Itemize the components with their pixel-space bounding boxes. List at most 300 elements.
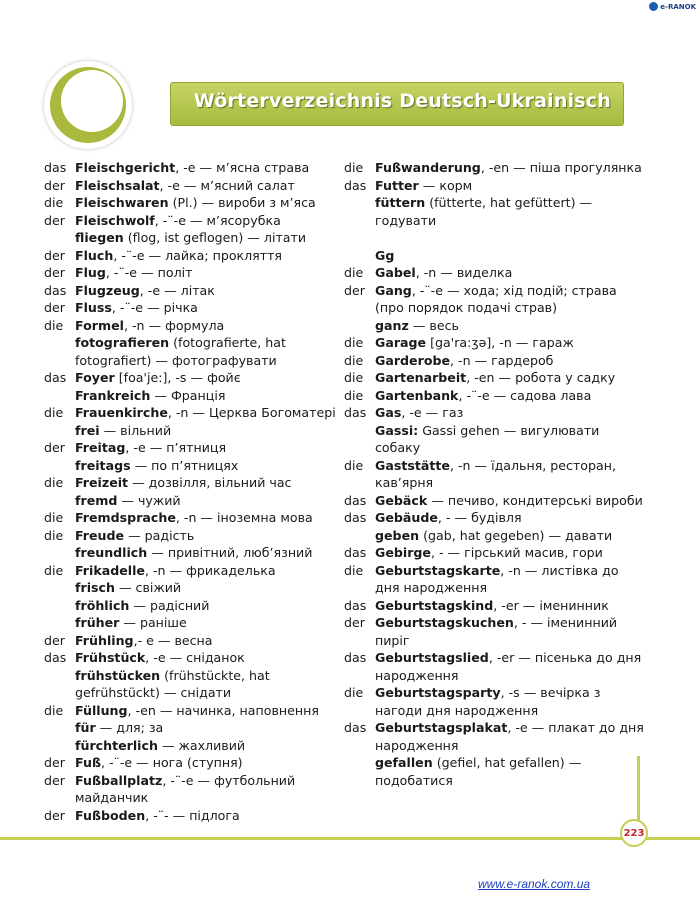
- dictionary-entry: [344, 352, 644, 370]
- dictionary-entry: [44, 422, 344, 440]
- dictionary-entry: [44, 229, 344, 247]
- entry-headword: Füllung: [75, 702, 128, 718]
- entry-article: der: [44, 177, 65, 193]
- entry-definition: [375, 422, 644, 457]
- entry-article: das: [344, 650, 367, 665]
- entry-article: das: [344, 405, 367, 420]
- entry-definition: [75, 737, 344, 755]
- dictionary-entry: [44, 212, 344, 230]
- dictionary-entry: [44, 439, 344, 457]
- entry-article: der: [44, 772, 65, 788]
- dictionary-entry: [344, 317, 644, 335]
- page-title: Wörterverzeichnis Deutsch-Ukrainisch: [193, 90, 611, 112]
- header-band: [170, 82, 624, 126]
- entry-definition: [75, 474, 344, 492]
- entry-translation: , -e — п’ятниця: [125, 440, 227, 455]
- entry-article: die: [44, 702, 64, 718]
- entry-headword: Garderobe: [375, 352, 451, 368]
- entry-article: [44, 544, 75, 562]
- entry-article: der: [44, 440, 65, 455]
- entry-headword: Gabel: [375, 265, 416, 280]
- entry-article: das: [344, 720, 367, 735]
- entry-headword: Geburtstagskind: [375, 597, 494, 613]
- entry-headword: Gaststätte: [375, 457, 450, 473]
- entry-article: die: [44, 562, 64, 578]
- entry-translation: , -¨-e — річка: [111, 300, 198, 315]
- entry-definition: [375, 597, 644, 615]
- entry-definition: [375, 387, 644, 405]
- entry-translation: , -en — піша прогулянка: [480, 160, 642, 175]
- entry-translation: , -¨-e — м’ясорубка: [154, 212, 281, 228]
- entry-translation: (gefiel, hat gefallen) — подобатися: [375, 755, 582, 788]
- entry-translation: , - — гірський масив, гори: [430, 545, 603, 560]
- entry-article: die: [44, 317, 64, 333]
- dictionary-entry: [44, 562, 344, 580]
- entry-translation: , -er — іменинник: [493, 597, 609, 613]
- entry-definition: [375, 264, 644, 282]
- entry-article: [44, 614, 75, 632]
- entry-definition: [75, 632, 344, 650]
- entry-translation: — радісний: [129, 597, 210, 613]
- entry-headword: fröhlich: [75, 597, 130, 613]
- entry-headword: Gartenbank: [375, 387, 459, 403]
- entry-article: [44, 667, 75, 702]
- dictionary-entry: [344, 527, 644, 545]
- entry-translation: , - — іменинний пиріг: [375, 615, 618, 648]
- entry-article: das: [344, 492, 367, 508]
- entry-article: [44, 457, 75, 475]
- entry-headword: frisch: [75, 580, 115, 595]
- entry-article: [344, 194, 375, 229]
- entry-headword: geben: [375, 527, 420, 543]
- entry-definition: [75, 579, 344, 597]
- dictionary-entry: [44, 597, 344, 615]
- entry-article: die: [344, 335, 364, 350]
- entry-article: der: [44, 212, 65, 228]
- entry-headword: gefallen: [375, 755, 433, 770]
- entry-headword: ganz: [375, 317, 409, 333]
- dictionary-entry: [344, 422, 644, 457]
- entry-article: die: [44, 475, 64, 490]
- dictionary-entry: [344, 457, 644, 492]
- entry-translation: [ga'ra:ʒə], -n — гараж: [426, 335, 574, 350]
- dictionary-entry: [44, 317, 344, 335]
- entry-translation: — радість: [124, 527, 195, 543]
- entry-definition: [75, 492, 344, 510]
- entry-article: die: [344, 387, 364, 403]
- entry-definition: [375, 509, 644, 527]
- entry-definition: [75, 159, 344, 177]
- entry-translation: , -n — формула: [123, 317, 225, 333]
- entry-definition: [75, 807, 344, 825]
- entry-definition: [375, 334, 644, 352]
- entry-headword: Futter: [375, 177, 419, 193]
- entry-headword: freitags: [75, 457, 131, 473]
- entry-translation: , -er — пісенька до дня народження: [375, 650, 642, 683]
- dictionary-entry: [44, 632, 344, 650]
- entry-definition: [375, 404, 644, 422]
- dictionary-entry: [344, 649, 644, 684]
- entry-article: die: [344, 352, 364, 368]
- entry-article: die: [344, 457, 364, 473]
- dictionary-entry: [44, 719, 344, 737]
- right-column-bottom: [344, 264, 644, 789]
- entry-definition: [75, 194, 344, 212]
- dictionary-entry: [44, 404, 344, 422]
- entry-translation: — корм: [418, 177, 473, 193]
- dictionary-entry: [344, 282, 644, 317]
- entry-translation: — вільний: [99, 422, 172, 438]
- entry-article: die: [344, 562, 364, 578]
- entry-translation: , -¨-e — лайка; прокляття: [113, 247, 283, 263]
- entry-definition: [75, 614, 344, 632]
- dictionary-entry: [344, 177, 644, 195]
- entry-article: [344, 317, 375, 335]
- entry-translation: , -en — робота у садку: [466, 370, 616, 385]
- entry-article: die: [344, 685, 364, 700]
- entry-definition: [375, 159, 644, 177]
- entry-headword: Freitag: [75, 440, 126, 455]
- entry-article: das: [44, 650, 67, 665]
- entry-article: das: [44, 160, 67, 175]
- entry-article: der: [44, 755, 65, 770]
- dictionary-entry: [44, 177, 344, 195]
- entry-headword: frei: [75, 422, 100, 438]
- entry-definition: [75, 299, 344, 317]
- entry-translation: Gassi gehen — вигулювати собаку: [375, 422, 600, 455]
- entry-definition: [375, 649, 644, 684]
- entry-translation: , -n — фрикаделька: [144, 562, 276, 578]
- entry-translation: , -n — виделка: [415, 265, 513, 280]
- logo-text: e-RANOK: [660, 2, 696, 11]
- entry-article: [344, 754, 375, 789]
- entry-definition: [75, 562, 344, 580]
- entry-translation: , -n — іноземна мова: [175, 510, 313, 525]
- entry-definition: [75, 667, 344, 702]
- entry-translation: — для; за: [95, 720, 164, 735]
- entry-translation: , -e — літак: [139, 282, 215, 298]
- entry-headword: Frikadelle: [75, 562, 145, 578]
- entry-definition: [75, 317, 344, 335]
- entry-definition: [375, 282, 644, 317]
- left-column: [44, 159, 344, 824]
- publisher-logo: [649, 2, 696, 11]
- entry-translation: , - — будівля: [437, 510, 522, 525]
- dictionary-entry: [44, 492, 344, 510]
- entry-translation: , -s — вечірка з нагоди дня народження: [375, 685, 601, 718]
- entry-translation: — по п’ятницях: [130, 457, 239, 473]
- logo-icon: [649, 2, 658, 11]
- dictionary-entry: [344, 264, 644, 282]
- entry-headword: Fleischwolf: [75, 212, 155, 228]
- entry-translation: — Франція: [150, 387, 226, 403]
- entry-headword: Fuß: [75, 755, 101, 770]
- entry-definition: [75, 772, 344, 807]
- dictionary-entry: [344, 509, 644, 527]
- entry-definition: [375, 492, 644, 510]
- dictionary-entry: [344, 544, 644, 562]
- entry-article: die: [344, 160, 364, 175]
- dictionary-entry: [44, 649, 344, 667]
- page-number: 223: [620, 819, 648, 847]
- dictionary-entry: [44, 334, 344, 369]
- entry-headword: Gebirge: [375, 545, 431, 560]
- entry-translation: , -e — сніданок: [145, 650, 245, 665]
- entry-headword: Geburtstagskarte: [375, 562, 501, 578]
- entry-definition: [75, 649, 344, 667]
- entry-headword: Geburtstagslied: [375, 650, 489, 665]
- dictionary-entry: [44, 527, 344, 545]
- dictionary-entry: [44, 737, 344, 755]
- dictionary-entry: [44, 579, 344, 597]
- entry-definition: [375, 177, 644, 195]
- entry-translation: , -¨-e — політ: [105, 265, 193, 280]
- dictionary-entry: [44, 772, 344, 807]
- right-column: [344, 159, 644, 789]
- entry-article: [44, 422, 75, 440]
- entry-headword: Fluch: [75, 247, 114, 263]
- entry-translation: ,- e — весна: [133, 632, 213, 648]
- dictionary-entry: [344, 334, 644, 352]
- entry-definition: [75, 369, 344, 387]
- entry-translation: — привітний, люб’язний: [147, 545, 313, 560]
- entry-headword: Gas: [375, 405, 402, 420]
- entry-headword: Fußballplatz: [75, 772, 163, 788]
- dictionary-entry: [344, 719, 644, 754]
- entry-article: der: [44, 265, 65, 280]
- entry-headword: freundlich: [75, 545, 148, 560]
- entry-definition: [75, 719, 344, 737]
- section-spacer: [344, 229, 644, 247]
- entry-translation: , -¨-e — футбольний майданчик: [75, 772, 296, 805]
- entry-translation: — жахливий: [157, 737, 246, 753]
- dictionary-entry: [44, 457, 344, 475]
- entry-translation: [foa'je:], -s — фойє: [114, 370, 241, 385]
- entry-translation: , -n — листівка до дня народження: [375, 562, 619, 595]
- dictionary-entry: [344, 754, 644, 789]
- entry-translation: , -n — Церква Богоматері: [167, 405, 336, 420]
- entry-headword: Frühling: [75, 632, 134, 648]
- entry-definition: [75, 597, 344, 615]
- entry-translation: — печиво, кондитерські вироби: [427, 492, 643, 508]
- dictionary-entry: [344, 562, 644, 597]
- dictionary-entry: [344, 369, 644, 387]
- entry-translation: (flog, ist geflogen) — літати: [123, 230, 307, 245]
- entry-headword: Freude: [75, 527, 125, 543]
- entry-headword: Fußwanderung: [375, 160, 481, 175]
- entry-article: [44, 719, 75, 737]
- entry-definition: [75, 404, 344, 422]
- entry-headword: Fleischgericht: [75, 160, 176, 175]
- entry-translation: — весь: [408, 317, 459, 333]
- entry-definition: [375, 527, 644, 545]
- entry-translation: , -n — гардероб: [450, 352, 554, 368]
- dictionary-entry: [44, 509, 344, 527]
- entry-definition: [75, 334, 344, 369]
- entry-translation: (frühstückte, hat gefrühstückt) — снідати: [75, 667, 270, 700]
- entry-article: die: [44, 510, 64, 525]
- entry-translation: — раніше: [119, 615, 187, 630]
- section-letter: Gg: [375, 247, 395, 263]
- entry-headword: Frauenkirche: [75, 405, 168, 420]
- entry-headword: Formel: [75, 317, 124, 333]
- entry-article: die: [344, 265, 364, 280]
- entry-article: das: [344, 510, 367, 525]
- entry-translation: , -¨- — підлога: [145, 807, 240, 823]
- entry-definition: [75, 754, 344, 772]
- entry-translation: , -¨-e — садова лава: [458, 387, 592, 403]
- entry-definition: [375, 317, 644, 335]
- entry-translation: (gab, hat gegeben) — давати: [419, 527, 613, 543]
- entry-article: das: [344, 177, 367, 193]
- entry-article: [44, 737, 75, 755]
- entry-article: [344, 422, 375, 457]
- entry-translation: — дозвілля, вільний час: [128, 475, 292, 490]
- dictionary-entry: [44, 282, 344, 300]
- entry-definition: [75, 544, 344, 562]
- right-column-top: [344, 159, 644, 229]
- entry-definition: [375, 719, 644, 754]
- entry-translation: — свіжий: [114, 580, 182, 595]
- entry-article: [44, 229, 75, 247]
- entry-definition: [75, 527, 344, 545]
- dictionary-entry: [44, 369, 344, 387]
- entry-definition: [75, 264, 344, 282]
- entry-headword: Frankreich: [75, 387, 151, 403]
- entry-article: [44, 334, 75, 369]
- entry-article: der: [344, 282, 365, 298]
- entry-headword: Garage: [375, 335, 427, 350]
- entry-article: [44, 387, 75, 405]
- dictionary-entry: [344, 159, 644, 177]
- dictionary-entry: [344, 492, 644, 510]
- entry-translation: , -e — плакат до дня народження: [375, 720, 644, 753]
- entry-definition: [375, 544, 644, 562]
- entry-article: die: [44, 195, 64, 210]
- entry-definition: [375, 614, 644, 649]
- entry-definition: [75, 509, 344, 527]
- dictionary-entry: [44, 299, 344, 317]
- entry-headword: Flug: [75, 265, 106, 280]
- entry-article: [44, 597, 75, 615]
- entry-headword: Fleischwaren: [75, 195, 169, 210]
- entry-headword: Flugzeug: [75, 282, 140, 298]
- entry-article: das: [44, 282, 67, 298]
- entry-headword: Frühstück: [75, 650, 146, 665]
- entry-definition: [75, 702, 344, 720]
- entry-article: die: [344, 370, 364, 385]
- entry-definition: [75, 457, 344, 475]
- entry-headword: für: [75, 720, 96, 735]
- dictionary-entry: [344, 404, 644, 422]
- entry-headword: früher: [75, 615, 120, 630]
- dictionary-entry: [44, 264, 344, 282]
- dictionary-entry: [344, 387, 644, 405]
- entry-article: die: [44, 527, 64, 543]
- entry-headword: fremd: [75, 492, 118, 508]
- entry-article: [44, 579, 75, 597]
- dictionary-entry: [44, 544, 344, 562]
- entry-translation: , -e — м’ясний салат: [159, 177, 295, 193]
- entry-headword: Gang: [375, 282, 412, 298]
- entry-article: der: [44, 632, 65, 648]
- entry-article: das: [344, 545, 367, 560]
- entry-definition: [375, 562, 644, 597]
- entry-translation: (Pl.) — вироби з м’яса: [168, 195, 316, 210]
- entry-translation: , -n — їдальня, ресторан, кав’ярня: [375, 457, 616, 490]
- entry-definition: [375, 369, 644, 387]
- header-circle-inner: [61, 70, 123, 132]
- entry-headword: Geburtstagsparty: [375, 685, 501, 700]
- entry-headword: fürchterlich: [75, 737, 158, 753]
- dictionary-entry: [344, 684, 644, 719]
- entry-headword: Fremdsprache: [75, 510, 176, 525]
- entry-headword: Fluss: [75, 300, 112, 315]
- footer-link[interactable]: www.e-ranok.com.ua: [478, 877, 591, 891]
- entry-translation: , -e — газ: [401, 405, 464, 420]
- dictionary-entry: [44, 614, 344, 632]
- entry-article: der: [44, 300, 65, 315]
- entry-article: die: [44, 405, 64, 420]
- entry-headword: Gassi:: [375, 422, 419, 438]
- entry-headword: Foyer: [75, 370, 115, 385]
- entry-article: der: [44, 807, 65, 823]
- entry-definition: [75, 387, 344, 405]
- entry-headword: Freizeit: [75, 475, 129, 490]
- dictionary-entry: [44, 387, 344, 405]
- entry-article: der: [44, 247, 65, 263]
- entry-headword: fotografieren: [75, 335, 170, 350]
- dictionary-entry: [44, 667, 344, 702]
- entry-translation: , -¨-e — хода; хід подій; страва (про порядок подачі страв): [375, 282, 617, 315]
- entry-translation: (fütterte, hat gefüttert) — годувати: [375, 195, 593, 228]
- entry-definition: [75, 177, 344, 195]
- entry-definition: [75, 247, 344, 265]
- dictionary-entry: [44, 194, 344, 212]
- dictionary-entry: [44, 474, 344, 492]
- entry-article: das: [44, 370, 67, 385]
- entry-definition: [75, 439, 344, 457]
- entry-translation: — чужий: [117, 492, 181, 508]
- entry-translation: (fotografierte, hat fotografiert) — фотографувати: [75, 335, 286, 368]
- dictionary-entry: [344, 194, 644, 229]
- entry-definition: [75, 422, 344, 440]
- entry-article: [44, 492, 75, 510]
- entry-headword: Gebäude: [375, 510, 438, 525]
- dictionary-entry: [44, 807, 344, 825]
- entry-translation: , -e — м’ясна страва: [175, 160, 310, 175]
- dictionary-entry: [44, 247, 344, 265]
- entry-headword: Fleischsalat: [75, 177, 160, 193]
- entry-headword: fliegen: [75, 230, 124, 245]
- entry-definition: [375, 754, 644, 789]
- entry-headword: Gartenarbeit: [375, 370, 467, 385]
- entry-translation: , -¨-e — нога (ступня): [101, 755, 243, 770]
- dictionary-entry: [44, 702, 344, 720]
- dictionary-entry: [344, 597, 644, 615]
- entry-headword: Geburtstagsplakat: [375, 720, 508, 735]
- entry-definition: [75, 282, 344, 300]
- entry-definition: [375, 457, 644, 492]
- entry-headword: füttern: [375, 195, 426, 210]
- entry-headword: frühstücken: [75, 667, 161, 683]
- entry-article: der: [344, 615, 365, 630]
- dictionary-entry: [44, 159, 344, 177]
- entry-headword: Geburtstagskuchen: [375, 615, 514, 630]
- entry-headword: Fußboden: [75, 807, 146, 823]
- entry-article: [344, 527, 375, 545]
- entry-definition: [75, 229, 344, 247]
